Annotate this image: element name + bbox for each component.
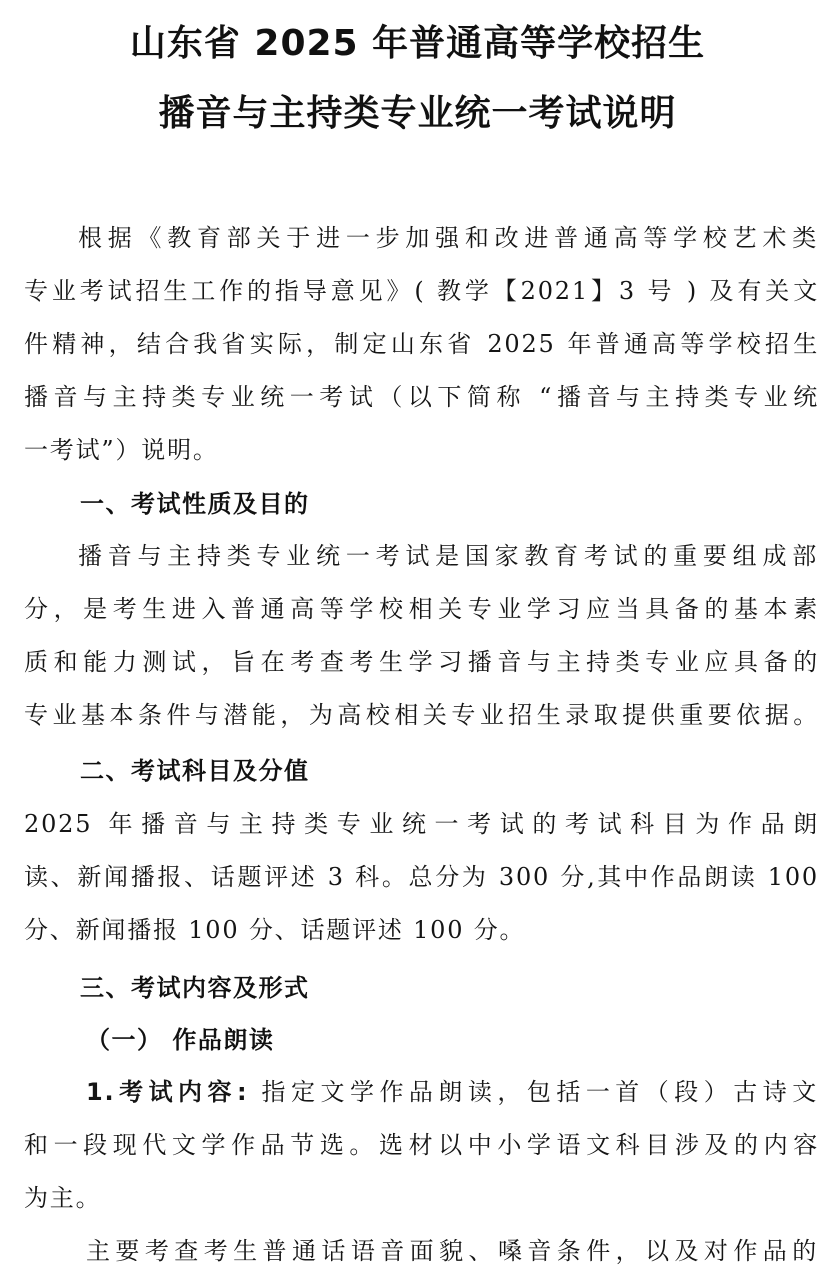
intro-line-2: 专业考试招生工作的指导意见》( 教学【2021】3 号 ) 及有关文 bbox=[24, 277, 819, 305]
item-1-label: 1.考试内容: bbox=[86, 1078, 249, 1106]
section-1-line-1: 播音与主持类专业统一考试是国家教育考试的重要组成部 bbox=[78, 542, 818, 570]
section-2-line-2: 读、新闻播报、话题评述 3 科。总分为 300 分,其中作品朗读 100 bbox=[24, 863, 819, 891]
section-1-line-3: 质和能力测试，旨在考查考生学习播音与主持类专业应具备的 bbox=[24, 648, 819, 676]
intro-line-5: 一考试”）说明。 bbox=[24, 436, 219, 464]
section-3-subheading: （一） 作品朗读 bbox=[86, 1026, 275, 1054]
item-1-line-1-text: 指定文学作品朗读，包括一首（段）古诗文 bbox=[248, 1078, 818, 1106]
intro-line-3: 件精神，结合我省实际，制定山东省 2025 年普通高等学校招生 bbox=[24, 330, 819, 358]
section-3-item-1-line-3: 为主。 bbox=[24, 1184, 102, 1212]
section-1-heading: 一、考试性质及目的 bbox=[80, 490, 310, 518]
section-2-heading: 二、考试科目及分值 bbox=[80, 757, 310, 785]
section-3-item-1-line-2: 和一段现代文学作品节选。选材以中小学语文科目涉及的内容 bbox=[24, 1131, 819, 1159]
section-1-line-4: 专业基本条件与潜能，为高校相关专业招生录取提供重要依据。 bbox=[24, 701, 819, 729]
section-1-line-2: 分，是考生进入普通高等学校相关专业学习应当具备的基本素 bbox=[24, 595, 819, 623]
document-title-line-2: 播音与主持类专业统一考试说明 bbox=[158, 93, 677, 134]
intro-line-4: 播音与主持类专业统一考试（以下简称 “播音与主持类专业统 bbox=[24, 383, 819, 411]
section-3-item-1-line-1 bbox=[86, 1076, 818, 1108]
section-3-paragraph-line-1: 主要考查考生普通话语音面貌、嗓音条件，以及对作品的 bbox=[86, 1237, 818, 1265]
section-2-line-1: 2025 年播音与主持类专业统一考试的考试科目为作品朗 bbox=[24, 810, 819, 838]
section-2-line-3: 分、新闻播报 100 分、话题评述 100 分。 bbox=[24, 916, 526, 944]
section-3-heading: 三、考试内容及形式 bbox=[80, 974, 310, 1002]
intro-line-1: 根据《教育部关于进一步加强和改进普通高等学校艺术类 bbox=[78, 224, 818, 252]
document-title-line-1: 山东省 2025 年普通高等学校招生 bbox=[129, 23, 706, 64]
